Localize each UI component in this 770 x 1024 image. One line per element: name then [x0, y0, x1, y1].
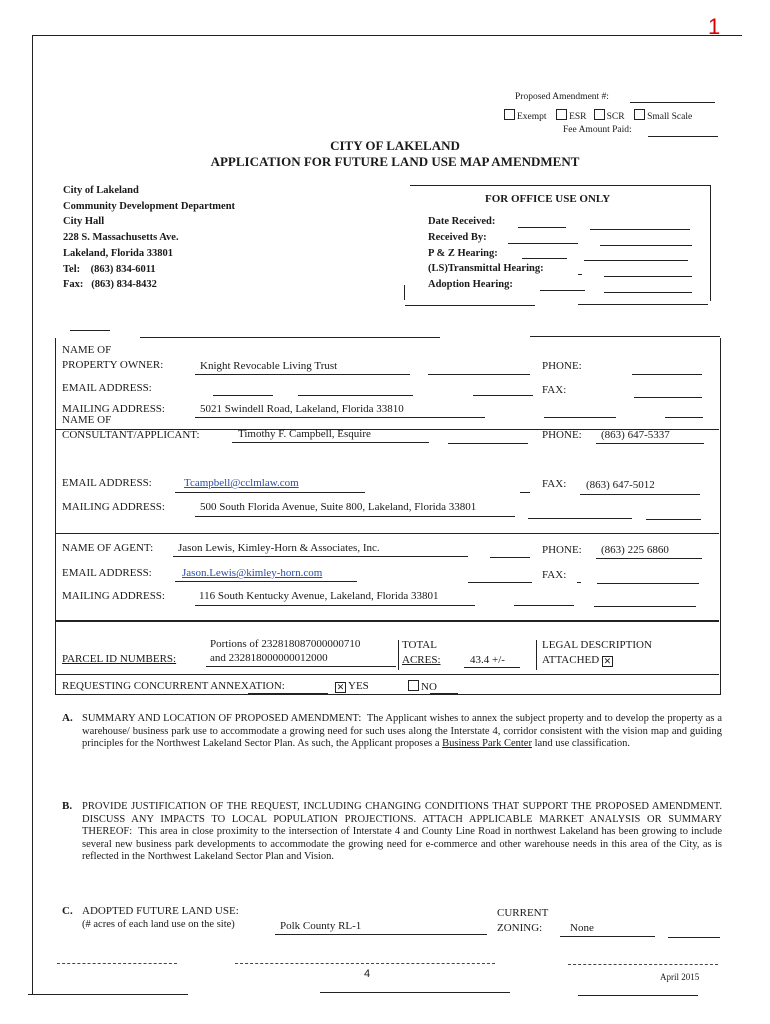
esr-checkbox[interactable]: ESR — [556, 112, 586, 122]
consultant-email-label: EMAIL ADDRESS: — [62, 477, 152, 489]
agent-phone-label: PHONE: — [542, 544, 582, 556]
city-address-block: City of Lakeland Community Development Department City Hall 228 S. Massachusetts Ave. Lakeland, Florida 33801 Tel: (863) 834-6011 Fax: (863) 834-8432 — [63, 185, 236, 291]
total-acres-value[interactable]: 43.4 +/- — [470, 654, 505, 666]
consultant-mailing-value[interactable]: 500 South Florida Avenue, Suite 800, Lakeland, Florida 33801 — [200, 501, 477, 513]
agent-email-label: EMAIL ADDRESS: — [62, 567, 152, 579]
date-received-label: Date Received: — [428, 216, 496, 227]
section-a-text-2: land use classification. — [531, 738, 630, 750]
annexation-yes[interactable]: ✕ YES — [336, 680, 369, 692]
owner-mailing-label: MAILING ADDRESS: — [62, 403, 165, 415]
owner-phone-label: PHONE: — [542, 360, 582, 372]
fee-amount-label: Fee Amount Paid: — [563, 125, 632, 135]
parcel-value-2[interactable]: and 232818000000012000 — [210, 652, 328, 664]
title-line-2: APPLICATION FOR FUTURE LAND USE MAP AMENDMENT — [210, 154, 580, 169]
acres-divider — [536, 640, 537, 670]
owner-fax-label: FAX: — [542, 384, 567, 396]
legal-description-label: LEGAL DESCRIPTION ATTACHED ✕ — [542, 639, 652, 666]
agent-email-link[interactable]: Jason.Lewis@kimley-horn.com — [182, 567, 323, 579]
section-c-sub: (# acres of each land use on the site) — [82, 919, 235, 930]
revision-date: April 2015 — [660, 972, 700, 982]
section-b-paragraph — [82, 801, 722, 864]
consultant-mailing-label: MAILING ADDRESS: — [62, 501, 165, 513]
page-number: 4 — [364, 968, 371, 980]
current-zoning-label: CURRENT ZONING: — [497, 907, 549, 934]
legal-description-checkbox[interactable]: ✕ — [603, 655, 612, 666]
agent-mailing-value[interactable]: 116 South Kentucky Avenue, Lakeland, Florida 33801 — [199, 590, 439, 602]
office-use-left-edge — [404, 285, 405, 300]
annexation-no[interactable]: NO — [408, 680, 437, 693]
section-b-letter: B. — [62, 800, 73, 812]
proposed-amendment-line — [630, 102, 715, 103]
agent-phone-value[interactable]: (863) 225 6860 — [601, 544, 669, 556]
office-use-heading: FOR OFFICE USE ONLY — [485, 193, 611, 205]
office-use-fields — [428, 214, 544, 293]
section-a-paragraph — [82, 713, 722, 751]
parcel-label: PARCEL ID NUMBERS: — [62, 653, 177, 665]
consultant-phone-value[interactable]: (863) 647-5337 — [601, 429, 670, 441]
agent-mailing-label: MAILING ADDRESS: — [62, 590, 165, 602]
consultant-email-link[interactable]: Tcampbell@cclmlaw.com — [184, 477, 299, 489]
pz-hearing-label: P & Z Hearing: — [428, 247, 498, 259]
consultant-name-label: NAME OF CONSULTANT/APPLICANT: — [62, 414, 200, 441]
transmittal-hearing-label: (LS)Transmittal Hearing: — [428, 263, 544, 275]
annexation-label: REQUESTING CONCURRENT ANNEXATION: — [62, 680, 285, 692]
consultant-fax-label: FAX: — [542, 478, 567, 490]
agent-name-label: NAME OF AGENT: — [62, 542, 154, 554]
current-zoning-value[interactable]: None — [570, 922, 594, 934]
total-acres-label: TOTAL ACRES: — [402, 639, 441, 666]
section-c-letter: C. — [62, 905, 73, 917]
parcel-divider — [398, 640, 399, 670]
consultant-fax-value[interactable]: (863) 647-5012 — [586, 479, 655, 491]
section-b-text: This area in close proximity to the intersection of Interstate 4 and County Line Road in northwest Lakeland has been growing to include several new business park developments to accommodate the growing need for e-commerce and other warehouse needs in this area of the City, as is reflected in the Northwest Lakeland Sector Plan and Vision. — [82, 826, 722, 863]
owner-email-label: EMAIL ADDRESS: — [62, 382, 152, 394]
frame-top — [32, 35, 742, 36]
scr-checkbox[interactable]: SCR — [594, 112, 625, 122]
consultant-name-value[interactable]: Timothy F. Campbell, Esquire — [238, 428, 371, 440]
owner-name-value[interactable]: Knight Revocable Living Trust — [200, 360, 338, 372]
received-by-label: Received By: — [428, 231, 487, 243]
section-b-heading: PROVIDE JUSTIFICATION OF THE REQUEST, INCLUDING CHANGING CONDITIONS THAT SUPPORT THE PROPOSED AMENDMENT. DISCUSS ANY IMPACTS TO LOCAL POPULATION PROJECTIONS. ATTACH APPLICABLE MARKET ANALYSIS OR SUMMARY THEREOF: — [82, 801, 722, 838]
small-scale-checkbox[interactable]: Small Scale — [634, 112, 692, 122]
page-mark: 1 — [708, 14, 721, 39]
frame-left — [32, 35, 33, 995]
proposed-amendment-label: Proposed Amendment #: — [515, 92, 609, 102]
fee-amount-line — [648, 136, 718, 137]
section-a-text-1: The Applicant wishes to annex the subject property and to develop the property as a warehouse/ business park use to accommodate a growing need for such uses along the Interstate 4, corridor consistent with the vision map and guiding principles for the Northwest Lakeland Sector Plan. As such, the Applicant proposes a — [82, 713, 723, 750]
title-line-1: CITY OF LAKELAND — [330, 138, 460, 153]
owner-name-label: NAME OF PROPERTY OWNER: — [62, 344, 164, 371]
section-a-heading: SUMMARY AND LOCATION OF PROPOSED AMENDMENT: — [82, 713, 362, 724]
category-checkboxes — [504, 109, 692, 122]
agent-fax-label: FAX: — [542, 569, 567, 581]
frame-bottom — [28, 994, 188, 995]
parcel-value-1[interactable]: Portions of 232818087000000710 — [210, 638, 361, 650]
consultant-phone-label: PHONE: — [542, 429, 582, 441]
adoption-hearing-label: Adoption Hearing: — [428, 279, 513, 291]
section-a-link-text: Business Park Center — [442, 738, 532, 750]
exempt-checkbox[interactable]: Exempt — [504, 112, 547, 122]
owner-mailing-value[interactable]: 5021 Swindell Road, Lakeland, Florida 33810 — [200, 403, 404, 415]
agent-name-value[interactable]: Jason Lewis, Kimley-Horn & Associates, Inc. — [178, 542, 380, 554]
section-c-heading: ADOPTED FUTURE LAND USE: — [82, 905, 239, 917]
future-land-use-value[interactable]: Polk County RL-1 — [280, 920, 362, 932]
section-a-letter: A. — [62, 712, 73, 724]
